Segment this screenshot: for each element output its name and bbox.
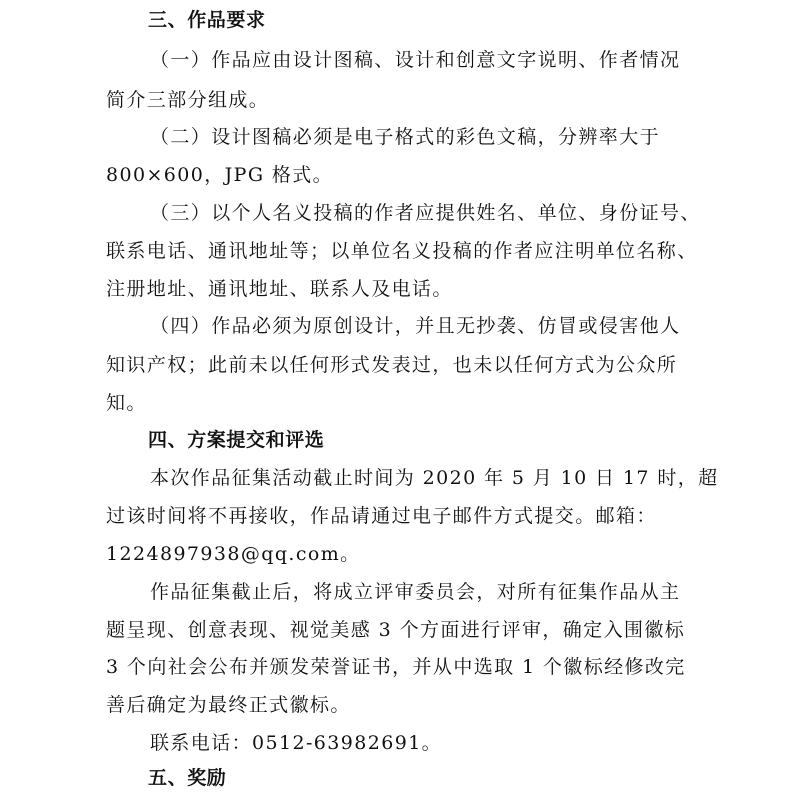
section-3-item-1-line-1: （一）作品应由设计图稿、设计和创意文字说明、作者情况 <box>150 49 681 71</box>
section-3-item-4-line-2: 知识产权；此前未以任何形式发表过，也未以任何方式为公众所 <box>106 354 678 376</box>
section-3-item-2-line-2: 800×600，JPG 格式。 <box>106 164 334 186</box>
section-4-email-line: 1224897938@qq.com。 <box>106 543 361 565</box>
section-3-item-2-line-1: （二）设计图稿必须是电子格式的彩色文稿，分辨率大于 <box>150 126 661 148</box>
section-3-heading: 三、作品要求 <box>148 9 266 31</box>
section-4-para-1-line-1: 本次作品征集活动截止时间为 2020 年 5 月 10 日 17 时，超 <box>150 467 719 489</box>
section-4-para-2-line-1: 作品征集截止后，将成立评审委员会，对所有征集作品从主 <box>150 581 681 603</box>
section-3-item-4-line-1: （四）作品必须为原创设计，并且无抄袭、仿冒或侵害他人 <box>150 315 681 337</box>
section-3-item-4-line-3: 知。 <box>106 392 147 414</box>
section-4-para-2-line-2: 题呈现、创意表现、视觉美感 3 个方面进行评审，确定入围徽标 <box>106 619 686 641</box>
section-3-item-1-line-2: 简介三部分组成。 <box>106 89 270 111</box>
section-5-heading: 五、奖励 <box>148 767 227 789</box>
section-4-contact-phone: 联系电话：0512-63982691。 <box>150 732 443 754</box>
section-4-para-1-line-2: 过该时间将不再接收，作品请通过电子邮件方式提交。邮箱： <box>106 505 657 527</box>
section-4-para-2-line-4: 善后确定为最终正式徽标。 <box>106 694 351 716</box>
section-3-item-3-line-3: 注册地址、通讯地址、联系人及电话。 <box>106 278 453 300</box>
section-3-item-3-line-2: 联系电话、通讯地址等；以单位名义投稿的作者应注明单位名称、 <box>106 240 698 262</box>
section-4-heading: 四、方案提交和评选 <box>148 429 325 451</box>
section-3-item-3-line-1: （三）以个人名义投稿的作者应提供姓名、单位、身份证号、 <box>150 202 701 224</box>
section-4-para-2-line-3: 3 个向社会公布并颁发荣誉证书，并从中选取 1 个徽标经修改完 <box>106 656 686 678</box>
